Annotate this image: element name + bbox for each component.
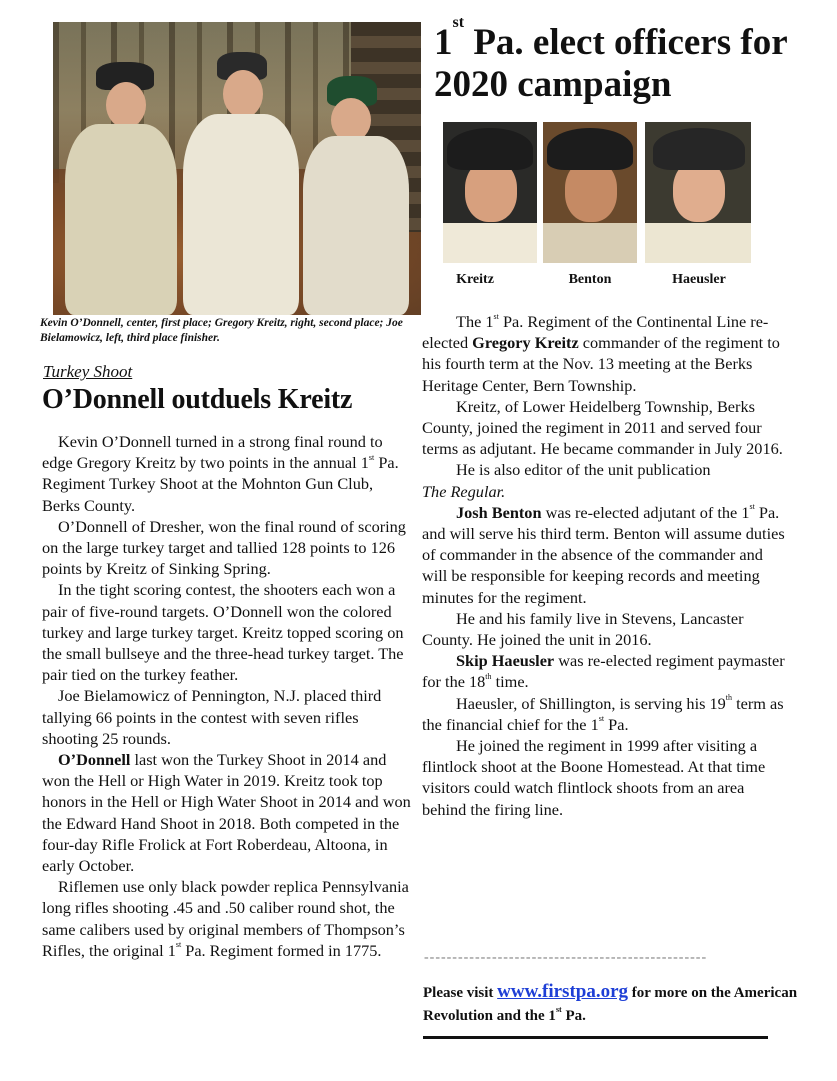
- paragraph: Kreitz, of Lower Heidelberg Township, Berks County, joined the regiment in 2011 and served four terms as adjutant. He became commander in July 2016.: [422, 396, 783, 459]
- figure-bielamowicz: [61, 62, 181, 315]
- paragraph: Kevin O’Donnell turned in a strong final round to edge Gregory Kreitz by two points in the annual 1st Pa. Regiment Turkey Shoot at the Mohnton Gun Club, Berks County.: [42, 432, 399, 515]
- right-article-body: [422, 311, 792, 820]
- paragraph: In the tight scoring contest, the shooters each won a pair of five-round targets. O’Donnell won the colored turkey and large turkey target. Kreitz topped scoring on the small bullseye and the three-head turkey target. The pair tied on the turkey feather.: [42, 580, 404, 685]
- paragraph: He joined the regiment in 1999 after visiting a flintlock shoot at the Boone Homestead. At that time visitors could watch flintlock shoots from an area behind the firing line.: [422, 736, 766, 819]
- paragraph-italic: The Regular.: [422, 481, 506, 501]
- paragraph: Joe Bielamowicz of Pennington, N.J. placed third tallying 66 points in the contest with seven rifles shooting 25 rounds.: [42, 686, 382, 748]
- paragraph: He and his family live in Stevens, Lancaster County. He joined the unit in 2016.: [422, 608, 744, 650]
- paragraph: The 1st Pa. Regiment of the Continental Line re-elected Gregory Kreitz commander of the regiment to his fourth term at the Nov. 13 meeting at the Berks Heritage Center, Bern Township.: [422, 311, 780, 395]
- footer-promo: Please visit www.firstpa.org for more on the American Revolution and the 1st Pa.: [423, 981, 798, 1024]
- figure-odonnell: [181, 52, 301, 315]
- headline-right: 1st Pa. elect officers for 2020 campaign: [434, 13, 787, 105]
- figure-kreitz: [301, 76, 411, 315]
- section-kicker: Turkey Shoot: [43, 362, 133, 381]
- paragraph: Haeusler, of Shillington, is serving his 19th term as the financial chief for the 1st Pa.: [422, 693, 784, 734]
- portrait-label-kreitz: Kreitz: [456, 272, 494, 287]
- paragraph: Skip Haeusler was re-elected regiment paymaster for the 18th time.: [422, 651, 785, 692]
- paragraph: O’Donnell of Dresher, won the final round of scoring on the large turkey target and tallied 128 points to 126 points by Kreitz of Sinking Spring.: [42, 516, 406, 579]
- paragraph: Riflemen use only black powder replica Pennsylvania long rifles shooting .45 and .50 caliber round shot, the same calibers used by original members of Thompson’s Rifles, the original 1st Pa. Regiment formed in 1775.: [42, 877, 409, 960]
- portrait-kreitz: [443, 122, 537, 263]
- divider-dashes: --------------------------------------------------: [424, 950, 708, 965]
- photo-caption: Kevin O’Donnell, center, first place; Gregory Kreitz, right, second place; Joe Bielamowicz, left, third place finisher.: [40, 317, 403, 344]
- paragraph: O’Donnell last won the Turkey Shoot in 2014 and won the Hell or High Water in 2019. Kreitz took top honors in the Hell or High Water Shoot in 2014 and won the Edward Hand Shoot in 2018. Both competed in the four-day Rifle Frolick at Fort Roberdeau, Altoona, in early October.: [42, 750, 411, 876]
- left-article-body: [42, 431, 414, 961]
- riflemen-photo: [53, 22, 421, 315]
- portrait-benton: [543, 122, 637, 263]
- portrait-haeusler: [645, 122, 751, 263]
- portrait-label-benton: Benton: [568, 272, 612, 287]
- headline-left: O’Donnell outduels Kreitz: [42, 384, 353, 415]
- footer-rule: [423, 1036, 768, 1039]
- paragraph: Josh Benton was re-elected adjutant of the 1st Pa. and will serve his third term. Benton will assume duties of commander in the absence of the commander and will be responsible for keeping records and meeting minutes for the regiment.: [422, 502, 785, 607]
- paragraph: He is also editor of the unit publication: [456, 460, 711, 480]
- website-link[interactable]: www.firstpa.org: [497, 981, 629, 1002]
- portrait-label-haeusler: Haeusler: [672, 272, 726, 287]
